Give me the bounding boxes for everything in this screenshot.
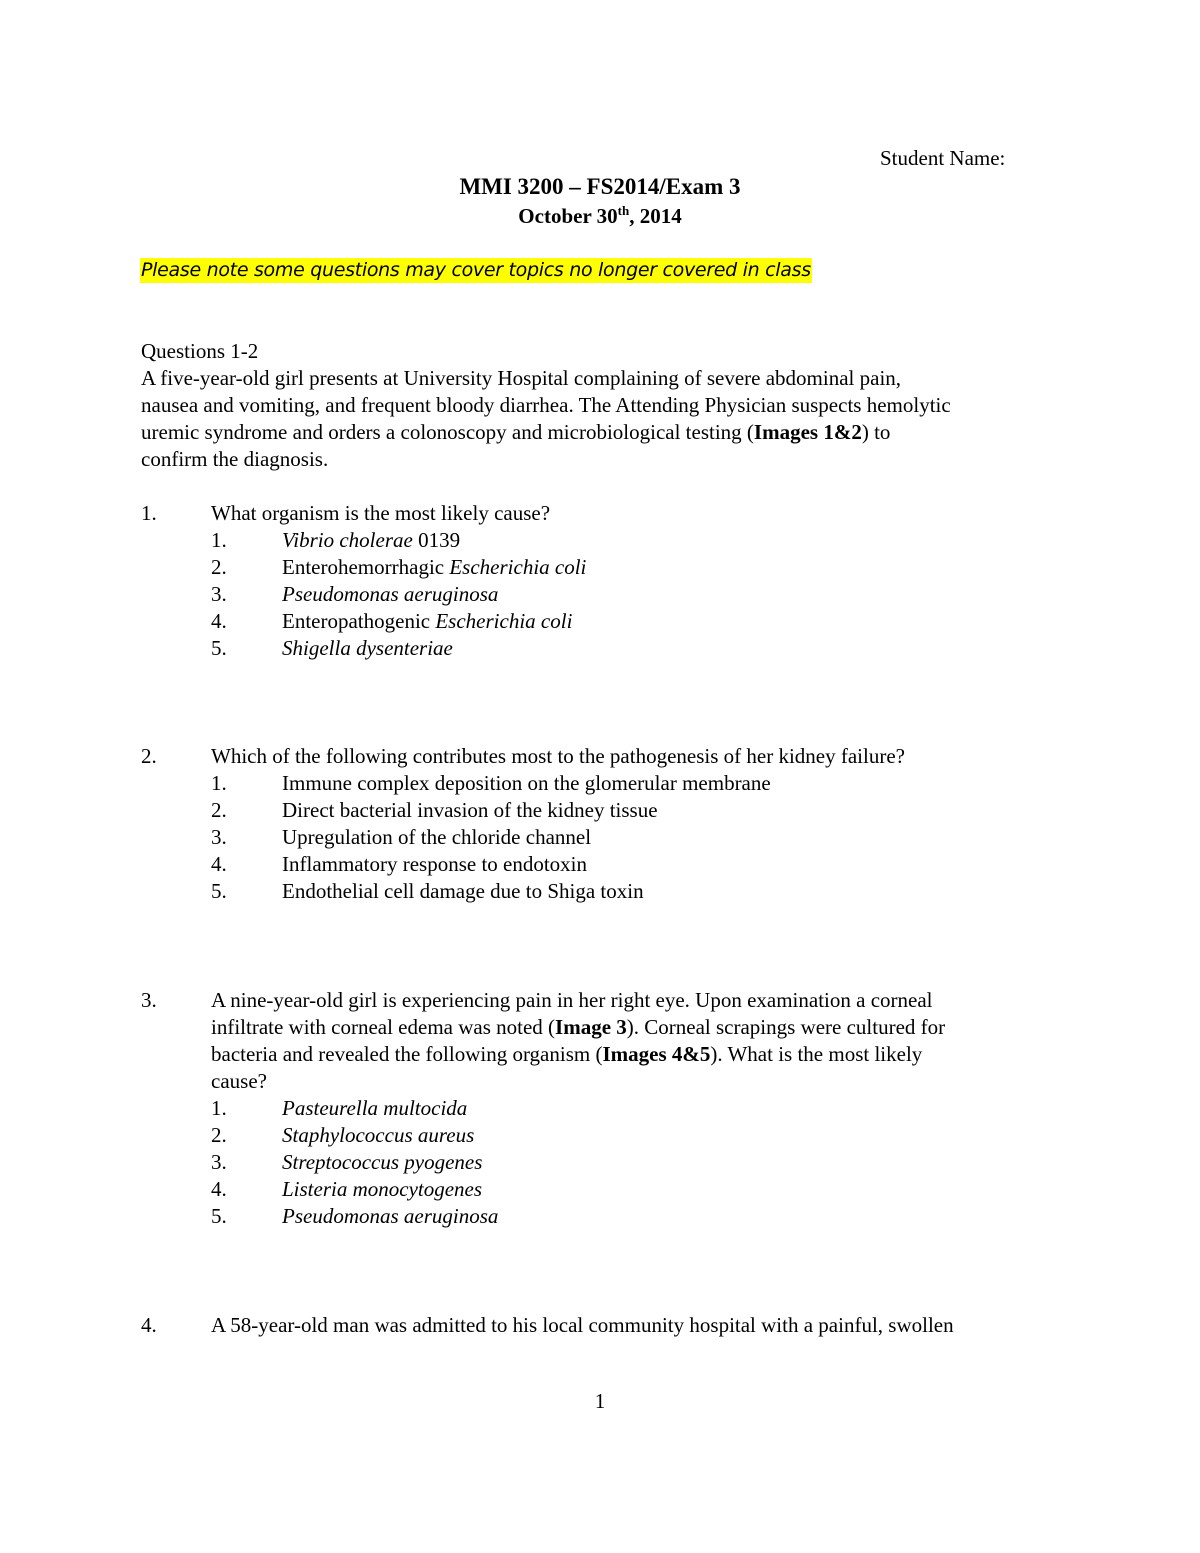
- option-text: 0139: [412, 528, 461, 552]
- question-text: cause?: [211, 1069, 267, 1093]
- answer-option: Pseudomonas aeruginosa: [282, 1204, 499, 1228]
- question-text-part: ). Corneal scrapings were cultured for: [626, 1015, 946, 1039]
- question-number: 4.: [141, 1313, 157, 1337]
- option-number: 3.: [211, 1150, 227, 1174]
- scenario-line: nausea and vomiting, and frequent bloody diarrhea. The Attending Physician suspects hemolytic: [141, 393, 951, 417]
- answer-option: Pasteurella multocida: [282, 1096, 468, 1120]
- option-number: 2.: [211, 798, 227, 822]
- answer-option: [282, 554, 586, 581]
- question-text: A 58-year-old man was admitted to his local community hospital with a painful, swollen: [211, 1313, 954, 1337]
- option-number: 3.: [211, 825, 227, 849]
- scenario-text: ) to: [861, 420, 891, 444]
- answer-option: Pseudomonas aeruginosa: [282, 582, 499, 606]
- exam-date-year: , 2014: [629, 204, 682, 228]
- option-number: 1.: [211, 771, 227, 795]
- option-number: 4.: [211, 1177, 227, 1201]
- student-name-label: Student Name:: [880, 146, 1006, 170]
- option-number: 2.: [211, 1123, 227, 1147]
- question-number: 1.: [141, 501, 157, 525]
- answer-option: Upregulation of the chloride channel: [282, 825, 592, 849]
- scenario-heading: Questions 1-2: [141, 339, 259, 363]
- notice-text: Please note some questions may cover topics no longer covered in class: [141, 259, 811, 281]
- exam-date-main: October 30: [518, 204, 618, 228]
- image-reference: Images 4&5: [602, 1042, 711, 1066]
- option-number: 1.: [211, 528, 227, 552]
- question-text: [211, 1014, 945, 1041]
- question-text: Which of the following contributes most to the pathogenesis of her kidney failure?: [211, 744, 905, 768]
- option-number: 5.: [211, 1204, 227, 1228]
- option-number: 2.: [211, 555, 227, 579]
- scenario-line: confirm the diagnosis.: [141, 447, 329, 471]
- organism-name: Escherichia coli: [435, 609, 573, 633]
- question-text: [211, 1041, 922, 1068]
- answer-option: Direct bacterial invasion of the kidney tissue: [282, 798, 658, 822]
- option-number: 5.: [211, 636, 227, 660]
- answer-option: Inflammatory response to endotoxin: [282, 852, 588, 876]
- answer-option: Immune complex deposition on the glomerular membrane: [282, 771, 771, 795]
- question-number: 3.: [141, 988, 157, 1012]
- question-text-part: ). What is the most likely: [710, 1042, 923, 1066]
- option-number: 4.: [211, 852, 227, 876]
- answer-option: Listeria monocytogenes: [282, 1177, 483, 1201]
- answer-option: [282, 608, 572, 635]
- image-reference: Images 1&2: [753, 420, 862, 444]
- course-title: MMI 3200 – FS2014/Exam 3: [459, 174, 741, 199]
- scenario-line: [141, 419, 890, 446]
- question-text-part: bacteria and revealed the following organism (: [211, 1042, 603, 1066]
- page-number: 1: [594, 1389, 606, 1413]
- exam-date: [0, 203, 1200, 230]
- question-text: What organism is the most likely cause?: [211, 501, 551, 525]
- option-text: Enterohemorrhagic: [282, 555, 450, 579]
- option-text: Enteropathogenic: [282, 609, 436, 633]
- question-text: A nine-year-old girl is experiencing pain in her right eye. Upon examination a corneal: [211, 988, 933, 1012]
- answer-option: Shigella dysenteriae: [282, 636, 453, 660]
- organism-name: Vibrio cholerae: [282, 528, 413, 552]
- question-text-part: infiltrate with corneal edema was noted (: [211, 1015, 556, 1039]
- option-number: 1.: [211, 1096, 227, 1120]
- exam-date-suffix: th: [617, 203, 630, 218]
- organism-name: Escherichia coli: [449, 555, 587, 579]
- option-number: 3.: [211, 582, 227, 606]
- image-reference: Image 3: [555, 1015, 627, 1039]
- notice-banner: [140, 256, 812, 284]
- answer-option: Staphylococcus aureus: [282, 1123, 475, 1147]
- answer-option: [282, 527, 460, 554]
- scenario-line: A five-year-old girl presents at University Hospital complaining of severe abdominal pain,: [141, 366, 902, 390]
- scenario-text: uremic syndrome and orders a colonoscopy and microbiological testing (: [141, 420, 754, 444]
- answer-option: Endothelial cell damage due to Shiga toxin: [282, 879, 644, 903]
- option-number: 4.: [211, 609, 227, 633]
- answer-option: Streptococcus pyogenes: [282, 1150, 483, 1174]
- question-number: 2.: [141, 744, 157, 768]
- option-number: 5.: [211, 879, 227, 903]
